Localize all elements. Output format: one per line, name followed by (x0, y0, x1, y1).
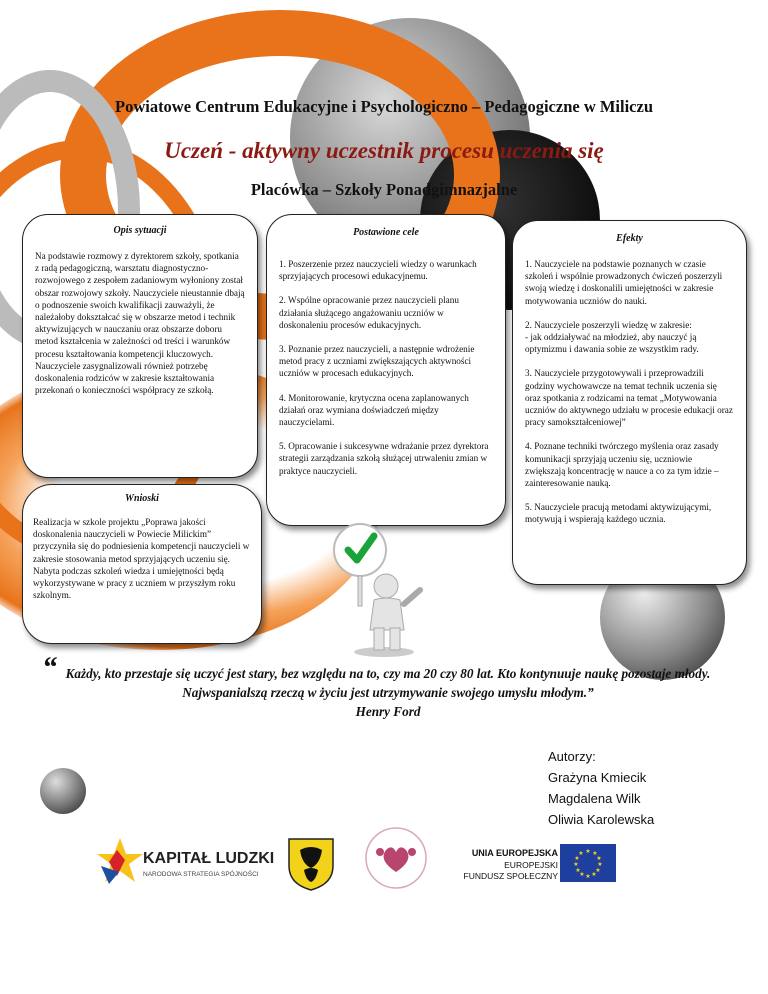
eu-logo-line3: FUNDUSZ SPOŁECZNY (463, 871, 558, 881)
goal-item-4: 4. Monitorowanie, krytyczna ocena zaplanowanych działań oraz wymiana doświadczeń między nauczycielami. (279, 392, 469, 428)
decor-grey-ball-small (40, 768, 86, 814)
situation-box (22, 214, 258, 478)
situation-text: Na podstawie rozmowy z dyrektorem szkoły, spotkania z radą pedagogiczną, warsztatu diagnostyczno-rozwojowego z zespołem zadaniowym wyłoniony został obszar rozwojowy szkoły. Nauczyciele nieustannie dbają o podnoszenie swoich kwalifikacji zauważyli, że należałoby dokształcać się w obszarze metod i technik aktywizujących w nauczaniu oraz obszarze doboru metod kształcenia w zależności od treści i warunków procesu kształtowania kompetencji kluczowych. Nauczyciele zasygnalizowali również potrzebę doskonalenia rodziców w zakresie kształtowania przekonań o konieczności współpracy ze szkołą. (35, 251, 245, 396)
poster-subtitle: Placówka – Szkoły Ponadgimnazjalne (250, 180, 518, 199)
effects-box (512, 220, 747, 585)
svg-text:★: ★ (578, 850, 584, 857)
effects-title: Efekty (616, 233, 643, 244)
goals-list (279, 258, 493, 477)
figure-with-checkmark-icon (320, 520, 440, 660)
powiat-coat-of-arms-icon (286, 836, 336, 892)
authors-label: Autorzy: (548, 749, 596, 764)
effect-item-1: 1. Nauczyciele na podstawie poznanych w czasie szkoleń i wspólnie prowadzonych ćwiczeń poszerzyli swoją wiedzę i doskonalili umiejętności w zakresie motywowania uczniów do nauki. (525, 259, 723, 306)
goal-item-1: 1. Poszerzenie przez nauczycieli wiedzy o warunkach sprzyjających procesowi edukacyjnemu. (279, 259, 477, 282)
svg-text:★: ★ (585, 848, 591, 855)
authors-block (548, 746, 654, 830)
svg-text:★: ★ (595, 867, 601, 874)
goal-item-5: 5. Opracowanie i sukcesywne wdrażanie przez dyrektora strategii zarządzania szkołą służącej utrwaleniu zmian w praktyce nauczycieli. (279, 441, 489, 476)
svg-text:★: ★ (585, 873, 591, 880)
poster-title: Uczeń - aktywny uczestnik procesu uczenia się (164, 138, 604, 163)
svg-text:★: ★ (574, 855, 580, 862)
goals-title: Postawione cele (353, 227, 419, 238)
quote-block (42, 651, 728, 721)
author-name: Oliwia Karolewska (548, 812, 655, 827)
effect-item-4: 4. Poznane techniki twórczego myślenia oraz zasady komunikacji sprzyjają uczeniu się, uczniowie zwiększają koncentrację w nauce a co za tym idzie – zainteresowanie nauką. (525, 441, 719, 489)
svg-text:★: ★ (592, 850, 598, 857)
quote-open-mark: “ (42, 651, 57, 684)
author-name: Magdalena Wilk (548, 791, 641, 806)
goal-item-3: 3. Poznanie przez nauczycieli, a następnie wdrożenie metod pracy z uczniami zwiększających aktywności uczniów w procesach edukacyjnych. (279, 344, 475, 379)
effect-item-2: 2. Nauczyciele poszerzyli wiedzę w zakresie: - jak oddziaływać na młodzież, aby nauczyć ją optymizmu i dawania sobie ze wszystkim rady. (525, 319, 699, 355)
effects-list (525, 258, 734, 526)
quote-author: Henry Ford (355, 704, 421, 719)
institution-name: Powiatowe Centrum Edukacyjne i Psychologiczno – Pedagogiczne w Miliczu (114, 97, 654, 116)
kapital-ludzki-title: KAPITAŁ LUDZKI (143, 850, 275, 867)
kapital-ludzki-logo-icon (95, 836, 145, 886)
quote-text: Każdy, kto przestaje się uczyć jest stary, bez względu na to, czy ma 20 czy 80 lat. Kto kontynuuje naukę pozostaje młody. Najwspanialszą rzeczą w życiu jest utrzymywanie swojego umysłu młodym.” (65, 666, 711, 700)
eu-logo-line1: UNIA EUROPEJSKA (471, 848, 558, 858)
svg-text:★: ★ (579, 871, 585, 878)
svg-text:★: ★ (575, 867, 581, 874)
svg-text:★: ★ (596, 855, 602, 862)
situation-title: Opis sytuacji (113, 225, 167, 236)
svg-text:★: ★ (573, 861, 579, 868)
effect-item-5: 5. Nauczyciele pracują metodami aktywizującymi, motywują i wspierają każdego ucznia. (525, 502, 712, 525)
conclusions-text: Realizacja w szkole projektu „Poprawa jakości doskonalenia nauczycieli w Powiecie Milickim” przyczyniła się do podniesienia kompetencji nauczycieli w zakresie stosowania metod sprzyjających uczeniu się. Nabyta podczas szkoleń wiedza i umiejętności będą wykorzystywane w pracy z uczniem w przyszłym roku szkolnym. (33, 517, 250, 601)
effect-item-3: 3. Nauczyciele przygotowywali i przeprowadzili godziny wychowawcze na temat technik uczenia się oraz spotkania z rodzicami na temat „Motywowania uczniów do aktywnego udziału w procesie edukacji oraz pracy samokształceniowej” (525, 368, 733, 428)
kapital-ludzki-subtitle: NARODOWA STRATEGIA SPÓJNOŚCI (143, 871, 259, 878)
conclusions-title: Wnioski (125, 493, 159, 504)
eu-flag-icon (560, 844, 616, 882)
author-name: Grażyna Kmiecik (548, 770, 647, 785)
svg-text:★: ★ (591, 871, 597, 878)
pceip-logo-icon (358, 826, 434, 890)
eu-logo-line2: EUROPEJSKI (504, 860, 558, 870)
svg-text:★: ★ (597, 861, 603, 868)
goals-box (266, 214, 506, 526)
goal-item-2: 2. Wspólne opracowanie przez nauczycieli planu działania służącego angażowaniu uczniów w doskonaleniu procesów edukacyjnych. (279, 295, 459, 330)
conclusions-box (22, 484, 262, 644)
